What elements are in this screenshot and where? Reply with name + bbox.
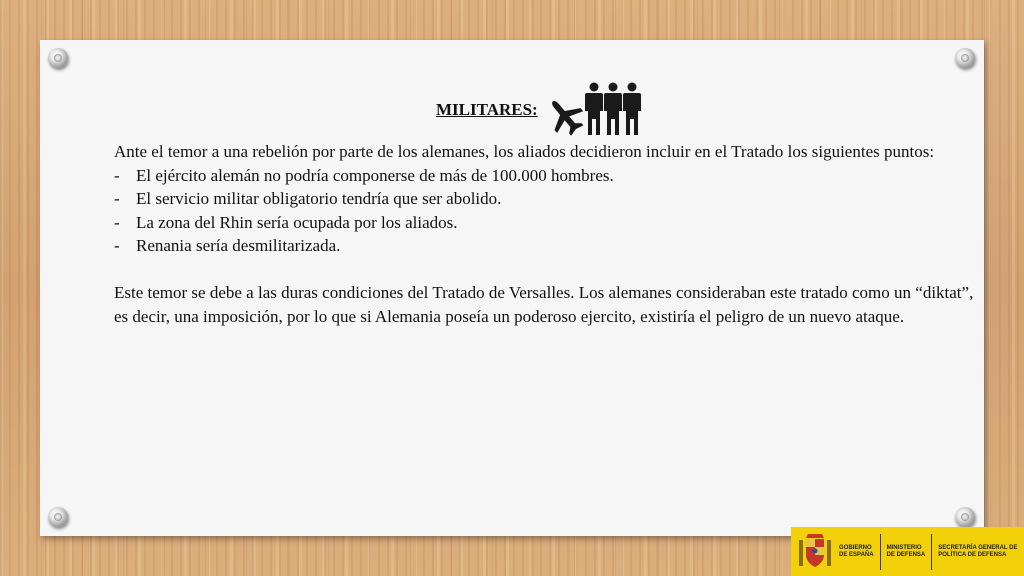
gobierno-label: GOBIERNO DE ESPAÑA (839, 544, 874, 558)
bullet-marker: - (114, 189, 120, 208)
pin-icon (48, 48, 68, 68)
ministerio-label: MINISTERIO DE DEFENSA (886, 544, 926, 558)
list-item (114, 164, 974, 188)
pin-icon (955, 507, 975, 527)
slide-heading: MILITARES: (436, 100, 538, 119)
bullet-marker: - (114, 165, 120, 185)
slide-body (114, 140, 974, 328)
secretaria-label: SECRETARÍA GENERAL DE POLÍTICA DE DEFENSA (938, 544, 1018, 558)
pin-icon (955, 48, 975, 68)
airplane-icon (546, 96, 584, 136)
list-item-text: El servicio militar obligatorio tendría que ser abolido. (136, 189, 502, 208)
conclusion-paragraph: Este temor se debe a las duras condiciones del Tratado de Versalles. Los alemanes consideraban este tratado como un “diktat”, es decir, una imposición, por lo que si Alemania poseía un poderoso ejercito, existiría el peligro de un nuevo ataque. (114, 283, 974, 326)
bullet-marker: - (114, 236, 120, 255)
paragraph-spacer (114, 258, 974, 282)
bullet-marker: - (114, 212, 120, 232)
list-item (114, 187, 974, 211)
list-item (114, 234, 974, 258)
heading-icons (546, 82, 642, 136)
list-item-text: La zona del Rhin sería ocupada por los aliados. (136, 212, 458, 232)
heading-row (436, 82, 666, 136)
pin-icon (48, 507, 68, 527)
government-footer (791, 527, 1024, 576)
group-people-icon (584, 82, 642, 136)
coat-of-arms-icon (797, 532, 833, 572)
list-item-text: Renania sería desmilitarizada. (136, 236, 341, 255)
intro-paragraph: Ante el temor a una rebelión por parte de los alemanes, los aliados decidieron incluir en el Tratado los siguientes puntos: (114, 142, 935, 161)
list-item-text: El ejército alemán no podría componerse de más de 100.000 hombres. (136, 165, 614, 185)
list-item (114, 211, 974, 235)
